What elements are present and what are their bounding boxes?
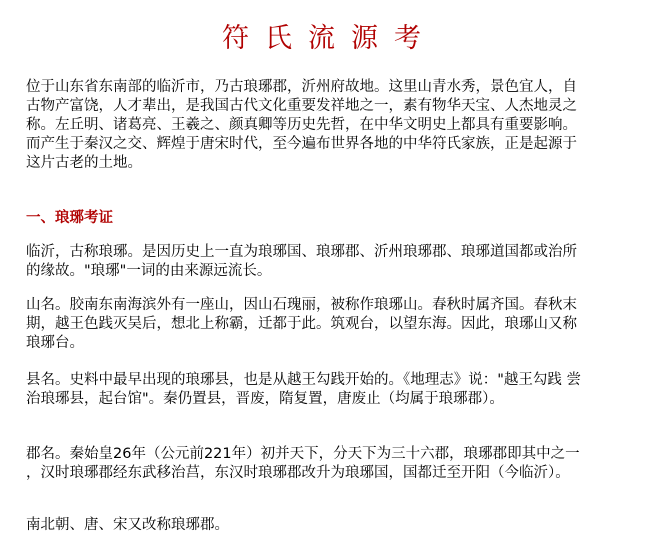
paragraph-prefecture: 郡名。秦始皇26年（公元前221年）初并天下，分天下为三十六郡，琅琊郡即其中之一 ，汉时琅琊郡经东武移治莒，东汉时琅琊郡改升为琅琊国，国都迁至开阳（今临沂）。 <box>26 446 580 481</box>
paragraph-county: 县名。史料中最早出现的琅琊县，也是从越王勾践开始的。《地理志》说："越王勾践 尝治琅琊县，起台馆"。秦仍置县，晋废，隋复置，唐废止（均属于琅琊郡）。 <box>26 372 582 407</box>
page-title: 符氏流源考 <box>222 23 437 55</box>
section-heading: 一、琅琊考证 <box>26 210 113 226</box>
intro-paragraph: 位于山东省东南部的临沂市，乃古琅琊郡，沂州府故地。这里山青水秀，景色宜人，自 古物产富饶，人才辈出，是我国古代文化重要发祥地之一，素有物华天宝、人杰地灵之 称。左丘明、诸葛亮、王羲之、颜真卿等历史先哲，在中华文明史上都具有重要影响。 而产生于秦汉之交、辉煌于唐宋时代，至今遍布世界各地的中华符氏家族，正是起源于 这片古老的土地。 <box>26 79 577 171</box>
paragraph-mountain: 山名。胶南东南海滨外有一座山，因山石瑰丽，被称作琅琊山。春秋时属齐国。春秋末 期，越王色践灭吴后，想北上称霸，迁都于此。筑观台，以望东海。因此，琅琊山又称 琅琊台。 <box>26 297 577 351</box>
paragraph-dynasties: 南北朝、唐、宋又改称琅琊郡。 <box>26 517 229 533</box>
paragraph-linyi: 临沂，古称琅琊。是因历史上一直为琅琊国、琅琊郡、沂州琅琊郡、琅琊道国都或治所 的缘故。"琅琊"一词的由来源远流长。 <box>26 244 577 279</box>
